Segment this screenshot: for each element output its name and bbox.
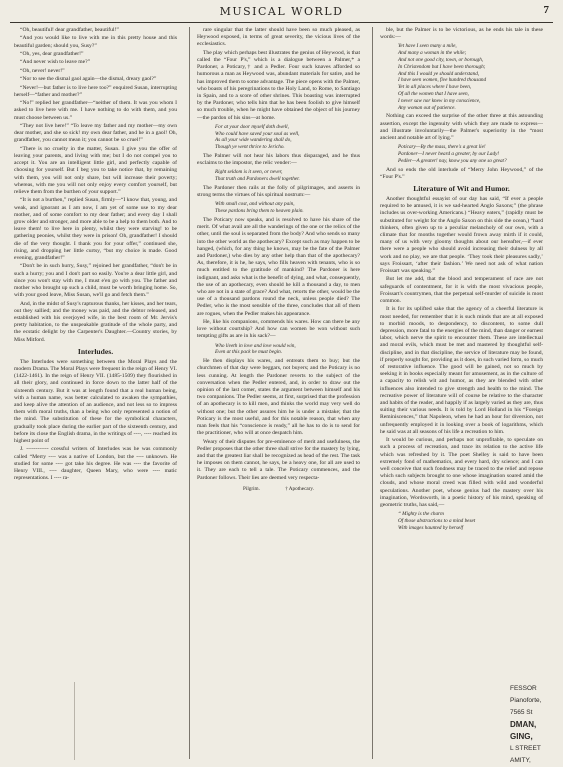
paragraph: “Never!—but father is to live here too?” enquired Susan, interrupting herself—“father and mother?” [14,84,177,98]
article-text [380,27,543,41]
verse-quote [398,144,543,164]
paragraph: But let me add, that the blood and temperament of race are not safeguards of contentment, for it is with the most vivacious people, Froissart's countrymen, that the perpetual self-murder of suicide is most common. [380,276,543,305]
verse-line: These pardons bring them to heaven plain. [215,208,304,215]
verse-line: As all your wide wandering shall do, [215,137,292,144]
paragraph: “Nor to see the dismal gaol again—the dismal, dreary gaol?” [20,76,157,83]
verse-line: In Christendom but I have been thorough; [398,63,486,70]
verse-quote [398,43,543,111]
paragraph: “No!” replied her grandfather—“neither of them. It was you whom I asked to live here with me. I have nothing to do with them, and you must choose between us.” [14,100,177,121]
column-1 [14,27,177,759]
verse-line: Poticary—By the mass, there's a great lie! [398,144,486,151]
paragraph: “And never wish to leave me?” [20,59,91,66]
paragraph: The Poticary now speaks, and is resolved to have his share of the merit. Of what avail are all the wanderings of the one or the relics of the other, until the soul is separated from the body? And who sends so many into the other world as the apothecary? Except such as may happen to be hanged, (which, for any thing he knows, may be the fate of the Palmer and Pardoner,) who dies by any other help than that of the apothecary? As, therefore, it is he, he says, who fills heaven with tenants, who is so much entitled to the gratitude of mankind? The Pardoner is here indignant, and asks what is the benefit of dying, and what, consequently, the use of an apothecary, even should he kill a thousand a day, to men who are not in a state of grace? And what, retorts the other, would be the use of a thousand pardons round the neck, unless people died? The Pedler, who is the most sensible of the three, concludes that all of them are rogues, when the Pedler makes his appearance. [197,217,360,317]
paragraph: The Palmer will not hear his labors thus disparaged, and he thus exclaims to the impostor, the relic vender:— [197,153,360,167]
verse-line: Yet in all places where I have been, [398,84,472,91]
paragraph: ble, but the Palmer is to be victorious, as he ends his tale in these words:— [380,27,543,41]
verse-line: Pedler—A greater! nay, know you any one so great? [398,157,507,164]
page-header [0,0,563,26]
paragraph: Weary of their disputes for pre-eminence of merit and usefulness, the Pedler proposes that the other three shall strive for the mastery by lying, and that the greatest liar shall be recognized as head of the rest. The task he imposes on them cannot, he says, be a heavy one, for all are used to it. They are each to tell a tale. The Poticary commences, and the Pardoner follows. Their lies are deemed very respecta- [197,438,360,481]
article-text [197,153,360,167]
paragraph: J. ------------ ccessful writers of Interludes was he was commonly called “Merry ---- was a native of London, but the ---- unknown. He studied for some ---- got take his degree. He was ---- the favorite of Henry VIII., ---- daughter, Queen Mary, who were ---- matic representations. I ---- ra- [14,446,177,482]
section-title-interludes: Interludes. [77,346,114,356]
article-text [380,167,543,181]
paragraph: “Oh, beautiful! dear grandfather, beautiful!” [20,27,119,33]
footnote: † Apothecary. [285,485,314,492]
ad-line: GING, [510,732,533,741]
column-rule [189,27,190,759]
paragraph: It would be curious, and perhaps not unprofitable, to speculate on such a process of recreation, and trace its relation to the active life which was refreshed by it. The poet Shelley is said to have been extremely fond of mathematics, and every hard, dry science; and I can well conceive that such fondness may be traced to the relief and repose which such subjects brought to one whose imagination soared amid the clouds, and whose moral creed was filled with wild and wonderful speculations. Another poet, whose genius had the mastery over his imagination, Wordsworth, in a poetic history of his mind, speaking of geometric truths, has said,— [380,437,543,509]
header-rule [10,22,553,23]
paragraph: “They not live here!” “To leave my father and my mother—my own dear mother, and she so sick! my own dear father, and he in a gaol! Oh, grandfather, you cannot mean it; you cannot be so cruel!” [14,122,177,144]
advertisement-fragment [510,683,563,764]
verse-line: And not one good city, town, or borough, [398,57,484,63]
page-number: 7 [543,4,549,16]
verse-line: I have seen women, five hundred thousand [398,77,487,84]
paragraph: The Pardoner then rails at the folly of pilgrimages, and asserts in strong terms the virtues of his spiritual nostrum:— [197,185,360,199]
paragraph: The Interludes were something between the Moral Plays and the modern Drama. The Moral Plays were frequent in the reign of Henry VI. (1422-1461). In the reign of Henry VII. (1485-1509) they flourished in all their glory, and continued in force down to the latter half of the sixteenth century. But it was at length found that a real human being, with a human name, was better calculated to awaken the sympathies, and keep alive the attention of an audience, and not less so to impress them with moral truths, than a being who only represented a notion of the mind. The substitution of these for the symbolical characters, gradually took place during the earlier part of the sixteenth century, and before its close the English drama, in the writings of ----, ---- reached its highest point of [14,358,177,445]
verse-line: Even at this pack he must begin. [215,349,282,356]
section-title-wit-humor: Literature of Wit and Humor. [413,183,510,193]
ad-line: L STREET [510,745,541,752]
verse-quote [398,511,543,531]
page-fold [74,682,76,760]
paragraph: “There is no cruelty in the matter, Susan. I give you the offer of leaving your parents, and living with me; but I do not compel you to accept it. You are an intelligent little girl, and perfectly capable of choosing for yourself. But I beg you to take notice that, by remaining with them, you will not only share, but will increase their poverty; whereas, with me you will not only enjoy every comfort yourself, but relieve them from the burthen of your support.” [14,145,177,195]
verse-line: And this I would ye should understand, [398,70,480,77]
paragraph: He, like his companions, commends his wares. How can there be any love without courtship? And how can women be won without such tempting gifts as are in his sack?— [197,319,360,340]
column-rule [372,27,373,759]
verse-line: That truth and Pardoners dwell together. [215,176,300,183]
paragraph: “It is not a burthen,” replied Susan, firmly—“I know that, young, and weak, and ignorant as I am now, I am yet of some use to my dear mother, and of some comfort to my dear father; and every day I shall grow older and stronger, and more able to be a help to them both. And to leave them! to live here in plenty, whilst they were starving! to be gathering peonies, whilst they were in prison! Oh, grandfather! I should die of the very thought. I thank you for your offer,” continued she, rising, and dropping her little curtsy, “but my choice is made. Good evening, grandfather!” [14,197,177,261]
wit-humor-article [380,196,543,509]
ad-line: Pianoforte, [510,697,542,704]
verse-line: With small cost, and without any pain, [215,201,295,208]
column-3 [380,27,543,759]
ad-line: FESSOR [510,685,537,692]
article-text [380,113,543,142]
column-2 [197,27,360,759]
verse-line: Who liveth in love and love would win, [215,342,296,349]
verse-quote [215,124,360,151]
verse-line: Who could have saved your soul as well, [215,130,300,137]
verse-line: Though ye went thrice to Jericho. [215,144,285,151]
footnotes [197,486,360,493]
torn-corner [14,678,74,760]
verse-line: Yet have I seen many a mile, [398,43,457,50]
verse-line: I never saw nor knew in my conscience, [398,97,481,104]
paragraph: “Oh, never! never!” [20,67,65,74]
paragraph: And so ends the old interlude of “Merry John Heywood,” of the “Four P's.” [380,166,543,180]
verse-line: Of those abstractions to a mind beset [398,518,476,525]
verse-line: “ Mighty is the charm [398,511,444,518]
story-continued [14,27,177,344]
ad-line: DMAN, [510,720,537,729]
paragraph: Nothing can exceed the surprise of the other three at this astounding assertion, except the ingenuity with which they are made to express—and illustrate involuntarily—the Palmer's superiority in the “most ancient and notable art of lying.” [380,113,543,141]
paragraph: And, in the midst of Susy's rapturous thanks, her kisses, and her tears, out they sallied; and the money was paid, and the debtor released, and established with his overjoyed wife, in the best room of Mr. Jervis's pretty habitation, to the unspeakable gratitude of the whole party, and the ecstatic delight by the Carpenter's Daughter.—Country stories, by Miss Mitford. [14,300,177,343]
masthead-title: MUSICAL WORLD [219,5,344,18]
verse-line: With images haunted by herself [398,524,464,531]
footnote: Pilgrim. [243,485,260,492]
verse-quote [215,169,360,183]
verse-line: And many a woman in the while; [398,50,467,57]
article-text [197,358,360,482]
ad-line: AMITY, [510,757,531,764]
paragraph: He then displays his wares, and entreats them to buy; but the churchmen of that day were beggars, not buyers; and the Poticary is no less cunning. At length the Pardoner reverts to the subject of the conversation when the Pedler entered, and, in order to draw out the opinion of the last comer, states the argument between himself and his two companions. The Pedler seems, at first, surprised that the profession of an apothecary is to kill men, and thinks the world may very well do without one; but the other assures him he is under a mistake; that the Poticary is the most useful, and for this notable reason, that when any man feels that his “conscience is ready,” all he has to do is to send for the practitioner, who will at once despatch him. [197,358,360,437]
paragraph: Another thoughtful essayist of our day has said, “If ever a people required to be amused, it is we sad-hearted Anglo Saxons;” (the phrase includes us over-working Americans.) “Heavy eaters,” (rapidly must be substituted for weight for the Anglo Saxon on this side the ocean,) “hard thinkers, often given up to a peculiar melancholy of our own, with a climate that for months together would frown away mirth if it could, many of us with very gloomy thoughts about our hereafter,—if ever there were a people who should avoid increasing their dulness by all work and no play, we are that people. ‘They took their pleasures sadly,’ says Froissart, ‘after their fashion.’ We need not ask of what nation Froissart was speaking.” [380,195,543,275]
ad-line: 7565 St [510,709,533,716]
verse-line: For at your door myself doth dwell, [215,123,289,130]
paragraph: The play which perhaps best illustrates the genius of Heywood, is that called the “Four P's,” which is a dialogue between a Palmer,* a Pardoner, a Poticary,† and a Pedler. Four such knaves afforded so humorous a man as Heywood was, abundant materials for satire, and he has improved them to some advantage. The piece opens with the Palmer, who boasts of his peregrinations to the Holy Land, to Rome, to Santiago in Spain, and to a score of other shrines. This boasting was interrupted by the Pardoner, who tells him that he has been foolish to give himself so much trouble, when he might have obtained the object of his journey—the pardon of his sins—at home. [197,49,360,121]
article-text [197,185,360,199]
article-text [197,217,360,341]
paragraph: “Oh, yes, dear grandfather!” [20,50,84,57]
paragraph: It is for its uplifted sake that the agency of a cheerful literature is most needed, for remember that it is such minds that are at all exposed to morbid moods, to despondency, to discontent, to some dull depression, more fatal to the energies of the mind, than danger or earnest labor, which nerve the spirit to encounter them. These are intellectual and moral evils, which must be met and mastered by thoughtful self-discipline, and in that discipline, the service of literature may be found, if properly sought for, providing as it does, in such varied form, so much of restorative influence. The good will be gained, not so much by seeking it in books especially meant for amusement, as in the culture of a capacity to relish wit and humor, as they are blended with other influences also intended to give strength and health to the mind. The recreative power of literature will of course be relative to the character and habits of the reader, and happily if as largely varied as they are, thus suiting their various needs. It is told by Lord Holland in his “Foreign Reminiscences,” that Napoleon, when he had an hour for diversion, not unfrequently employed it in looking over a book of logarithms, which he said was at all seasons of his life a recreation to him. [380,306,543,435]
verse-line: Of all the women that I have seen, [398,90,469,97]
paragraph: “And you would like to live with me in this pretty house and this beautiful garden; should you, Susy?” [14,35,177,49]
verse-quote [215,343,360,357]
verse-line: Pardoner—I never heard a greater, by our Lady! [398,150,500,157]
article-text [197,27,360,122]
verse-quote [215,201,360,215]
paragraph: “Don't be in such hurry, Susy,” rejoined her grandfather, “don't be in such a hurry; you and I don't part so easily. You're a dear little girl, and since you won't stay with me, I must e'en go with you. The father and mother who brought up such a child, must be worth bringing home. So, with your good leave, Miss Susan, we'll go and fetch them.” [14,263,177,299]
verse-line: Any woman out of patience. [398,104,456,111]
interludes-article [14,359,177,483]
verse-line: Right seldom is it seen, or never, [215,169,283,176]
paragraph: rare singular that the latter should have been so much pleased, as Heywood exposed, in terms of great severity, the vicious lives of the ecclesiastics. [197,27,360,48]
